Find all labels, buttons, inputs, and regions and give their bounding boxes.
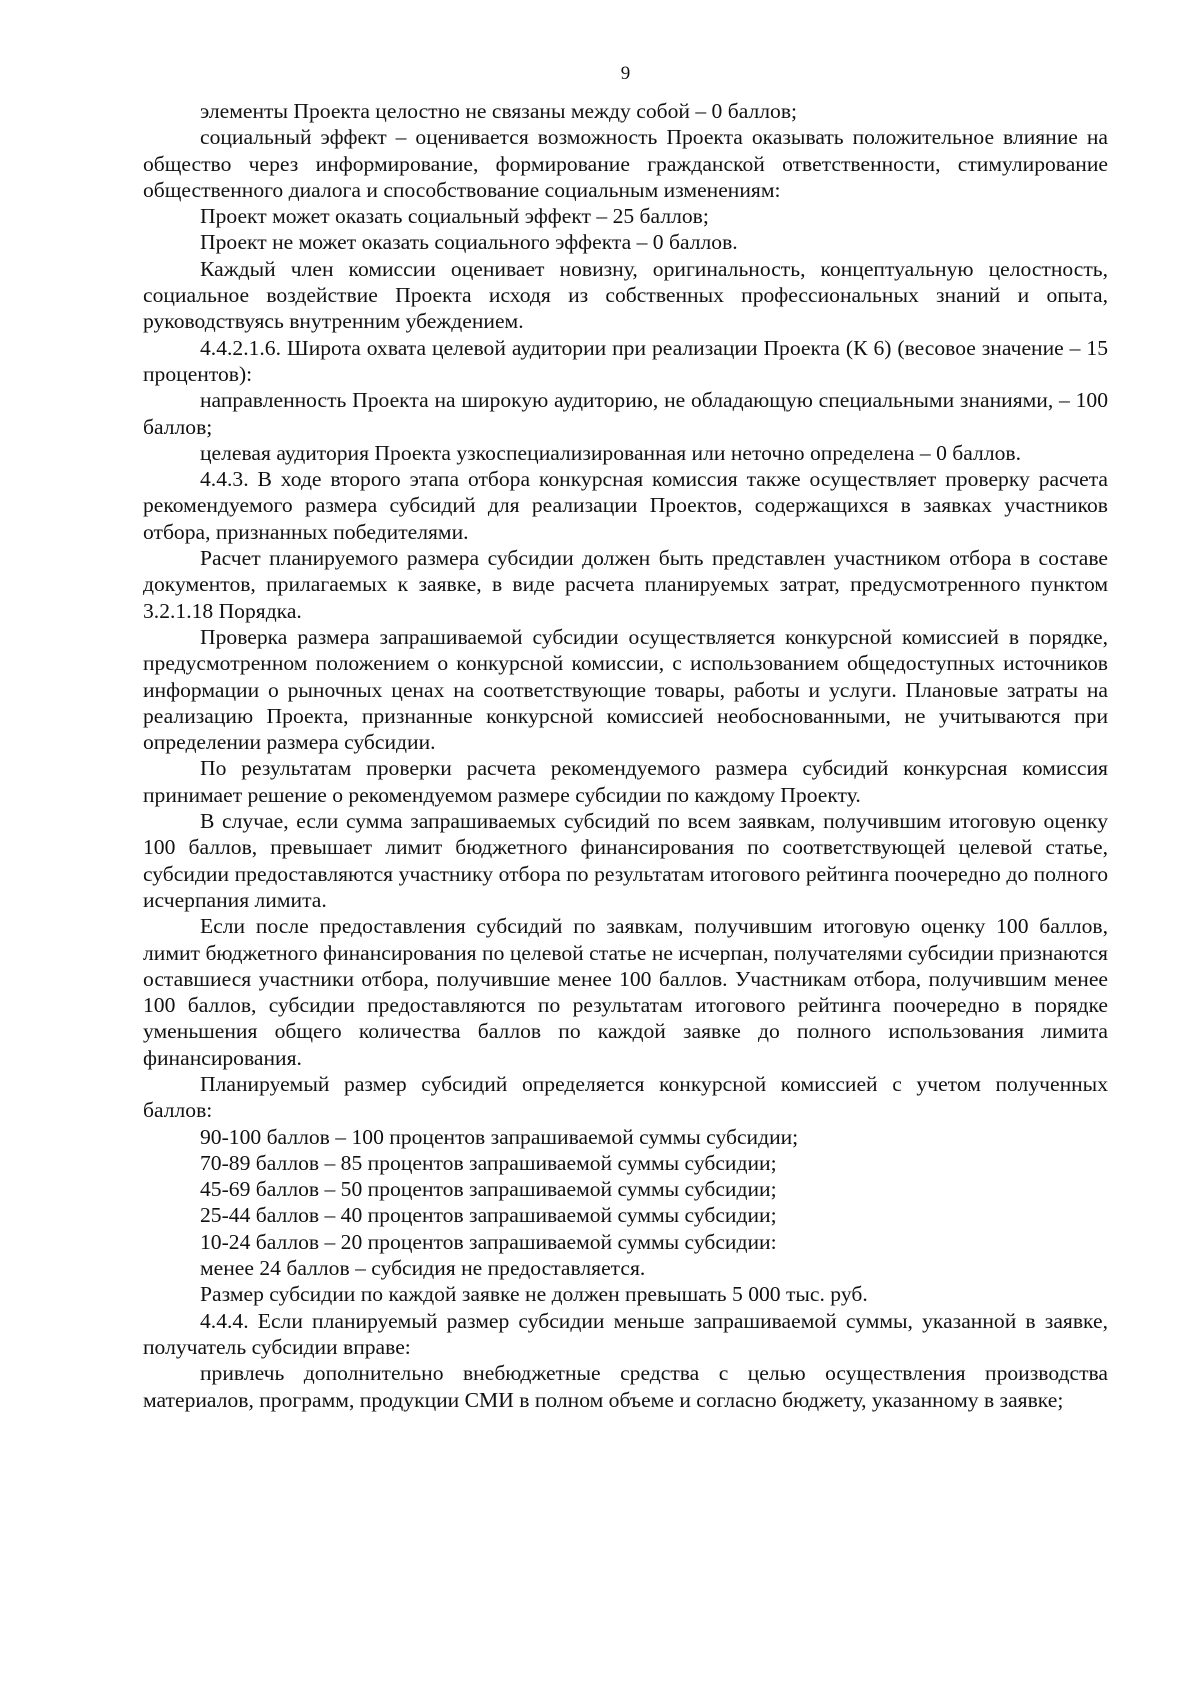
- paragraph: 70-89 баллов – 85 процентов запрашиваемой суммы субсидии;: [200, 1150, 777, 1175]
- paragraph: элементы Проекта целостно не связаны между собой – 0 баллов;: [200, 99, 798, 123]
- paragraph: Проект не может оказать социального эффекта – 0 баллов.: [200, 230, 738, 255]
- paragraph: По результатам проверки расчета рекомендуемого размера субсидий конкурсная комиссия принимает решение о рекомендуемом размере субсидии по каждому Проекту.: [143, 756, 1108, 807]
- paragraph: 4.4.2.1.6. Широта охвата целевой аудитории при реализации Проекта (К 6) (весовое значение – 15 процентов):: [143, 335, 1108, 386]
- paragraph: 4.4.3. В ходе второго этапа отбора конкурсная комиссия также осуществляет проверку расчета рекомендуемого размера субсидий для реализации Проектов, содержащихся в заявках участников отбора, признанных победителями.: [143, 467, 1108, 544]
- paragraph: Проверка размера запрашиваемой субсидии осуществляется конкурсной комиссией в порядке, предусмотренном положением о конкурсной комиссии, с использованием общедоступных источников информации о рыночных ценах на соответствующие товары, работы и услуги. Плановые затраты на реализацию Проекта, признанные конкурсной комиссией необоснованными, не учитываются при определении размера субсидии.: [143, 624, 1108, 755]
- paragraph: 90-100 баллов – 100 процентов запрашиваемой суммы субсидии;: [200, 1124, 799, 1149]
- paragraph: 45-69 баллов – 50 процентов запрашиваемой суммы субсидии;: [200, 1177, 777, 1202]
- paragraph: привлечь дополнительно внебюджетные средства с целью осуществления производства материалов, программ, продукции СМИ в полном объеме и согласно бюджету, указанному в заявке;: [143, 1361, 1108, 1412]
- paragraph: направленность Проекта на широкую аудиторию, не обладающую специальными знаниями, – 100 баллов;: [143, 388, 1108, 439]
- paragraph: В случае, если сумма запрашиваемых субсидий по всем заявкам, получившим итоговую оценку 100 баллов, превышает лимит бюджетного финансирования по соответствующей целевой статье, субсидии предоставляются участнику отбора по результатам итогового рейтинга поочередно до полного исчерпания лимита.: [143, 809, 1108, 912]
- document-body: [143, 98, 1108, 1413]
- paragraph: Каждый член комиссии оценивает новизну, оригинальность, концептуальную целостность, социальное воздействие Проекта исходя из собственных профессиональных знаний и опыта, руководствуясь внутренним убеждением.: [143, 256, 1108, 334]
- paragraph: 10-24 баллов – 20 процентов запрашиваемой суммы субсидии:: [200, 1229, 777, 1254]
- paragraph: 4.4.4. Если планируемый размер субсидии меньше запрашиваемой суммы, указанной в заявке, получатель субсидии вправе:: [143, 1308, 1108, 1359]
- paragraph: Проект может оказать социальный эффект – 25 баллов;: [200, 204, 709, 229]
- paragraph: Если после предоставления субсидий по заявкам, получившим итоговую оценку 100 баллов, лимит бюджетного финансирования по целевой статье не исчерпан, получателями субсидии признаются оставшиеся участники отбора, получившие менее 100 баллов. Участникам отбора, получившим менее 100 баллов, субсидии предоставляются по результатам итогового рейтинга поочередно в порядке уменьшения общего количества баллов по каждой заявке до полного использования лимита финансирования.: [143, 914, 1108, 1070]
- paragraph: социальный эффект – оценивается возможность Проекта оказывать положительное влияние на общество через информирование, формирование гражданской ответственности, стимулирование общественного диалога и способствование социальным изменениям:: [143, 125, 1108, 202]
- paragraph: Размер субсидии по каждой заявке не должен превышать 5 000 тыс. руб.: [200, 1282, 868, 1307]
- paragraph: Планируемый размер субсидий определяется конкурсной комиссией с учетом полученных баллов:: [143, 1071, 1108, 1123]
- page-number: 9: [620, 63, 631, 84]
- paragraph: 25-44 баллов – 40 процентов запрашиваемой суммы субсидии;: [200, 1203, 777, 1228]
- paragraph: менее 24 баллов – субсидия не предоставляется.: [200, 1256, 646, 1281]
- paragraph: целевая аудитория Проекта узкоспециализированная или неточно определена – 0 баллов.: [200, 440, 1021, 465]
- paragraph: Расчет планируемого размера субсидии должен быть представлен участником отбора в составе документов, прилагаемых к заявке, в виде расчета планируемых затрат, предусмотренного пунктом 3.2.1.18 Порядка.: [143, 546, 1108, 623]
